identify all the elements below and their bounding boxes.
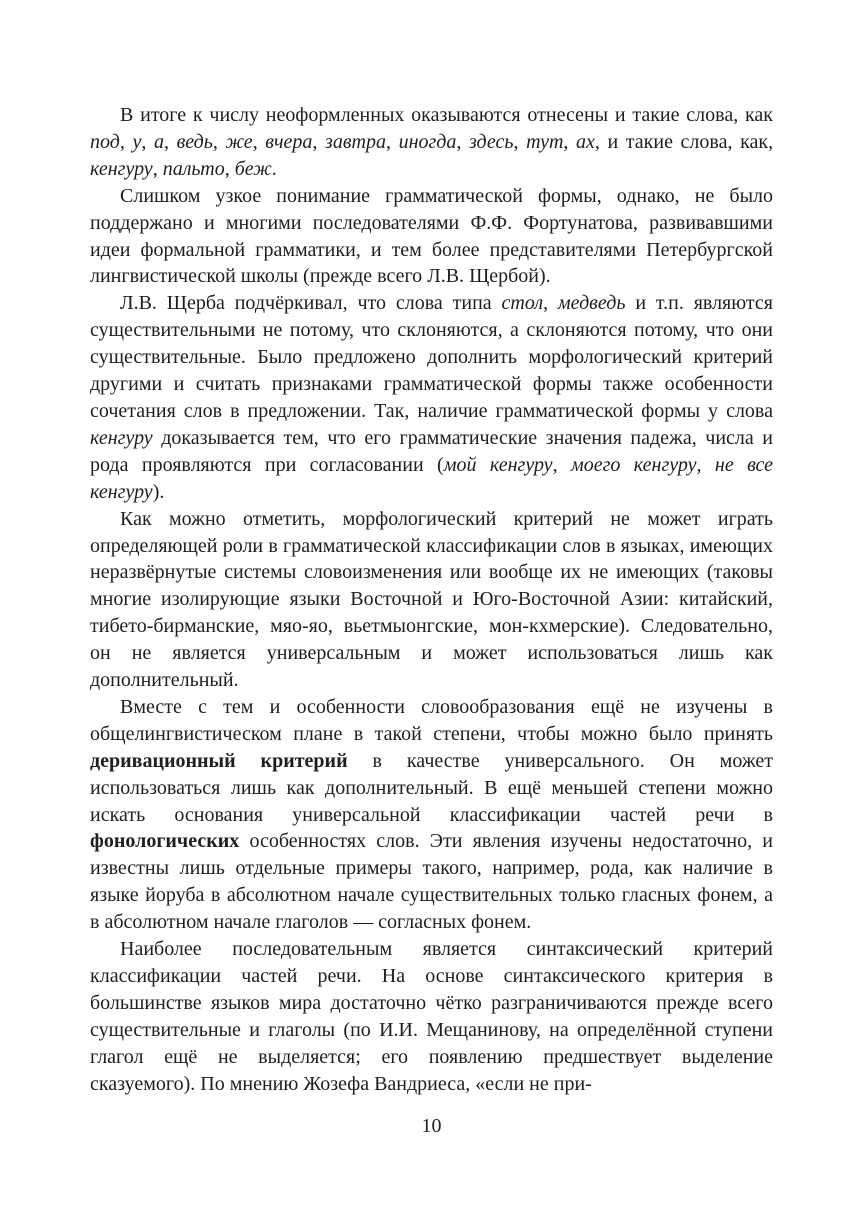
paragraph-2 bbox=[90, 183, 773, 291]
text-run: , bbox=[141, 130, 154, 153]
text-run: особенностях слов. Эти явления изучены недостаточно, и известны лишь отдельные примеры такого, например, рода, как наличие в языке йоруба в абсолютном начале существительных только гласных фонем, а в абсолютном начале глаголов — согласных фонем. bbox=[90, 830, 773, 934]
italic-term: ведь bbox=[176, 130, 213, 153]
text-run: Как можно отметить, морфологический критерий не может играть определяющей роли в грамматической классификации слов в языках, имеющих неразвёрнутые системы словоизменения или вообще их не имеющих (таковы многие изолирующие языки Восточной и Юго-Восточной Азии: китайский, тибето-бирманские, мяо-яо, вьетмыонгские, мон-кхмерские). Следовательно, он не является универсальным и может использоваться лишь как дополнительный. bbox=[90, 507, 773, 692]
text-run: , bbox=[563, 130, 576, 153]
italic-term: медведь bbox=[557, 292, 626, 315]
text-run: , bbox=[696, 453, 715, 476]
text-run: Слишком узкое понимание грамматической формы, однако, не было поддержано и многими последователями Ф.Ф. Фортунатова, развивавшими идеи формальной грамматики, и тем более представителями Петербургской лингвистической школы (прежде всего Л.В. Щербой). bbox=[90, 184, 773, 288]
italic-term: не все кенгуру bbox=[90, 453, 774, 503]
text-run: , bbox=[543, 292, 558, 315]
italic-term: иногда bbox=[398, 130, 457, 153]
italic-term: кенгуру bbox=[90, 157, 153, 180]
italic-term: а bbox=[153, 130, 164, 153]
text-run: , и такие слова, как, bbox=[594, 130, 774, 153]
paragraph-5 bbox=[90, 694, 773, 936]
italic-term: тут bbox=[526, 130, 564, 153]
text-run: В итоге к числу неоформленных оказываются отнесены и такие слова, как bbox=[120, 104, 773, 126]
text-run: ). bbox=[152, 480, 165, 503]
text-run: Вместе с тем и особенности словообразования ещё не изучены в общелингвистическом плане в такой степени, чтобы можно было принять bbox=[90, 695, 773, 745]
italic-term: пальто bbox=[162, 157, 225, 180]
italic-term: у bbox=[132, 130, 142, 153]
text-run: , bbox=[119, 130, 133, 153]
text-run: Л.В. Щерба подчёркивал, что слова типа bbox=[120, 292, 502, 315]
italic-term: же bbox=[225, 130, 253, 153]
italic-term: под bbox=[90, 130, 120, 153]
text-run: Наиболее последовательным является синтаксический критерий классификации частей речи. На основе синтаксического критерия в большинстве языков мира достаточно чётко разграничиваются прежде всего существительные и глаголы (по И.И. Мещанинову, на определённой ступени глагол ещё не выделяется; его появлению предшествует выделение сказуемого). По мнению Жозефа Вандриеса, «если не при- bbox=[90, 938, 773, 1095]
paragraph-1 bbox=[90, 102, 773, 183]
text-run: , bbox=[456, 130, 470, 153]
italic-term: завтра bbox=[325, 130, 386, 153]
text-run: . bbox=[271, 157, 277, 180]
italic-term: беж bbox=[234, 157, 272, 180]
italic-term: мой кенгуру bbox=[443, 453, 553, 476]
text-run: , bbox=[212, 130, 226, 153]
italic-term: ах bbox=[576, 130, 595, 153]
italic-term: здесь bbox=[469, 130, 514, 153]
bold-term: фонологических bbox=[90, 830, 240, 853]
text-run: и т.п. являются существительными не потому, что склоняются, а склоняются потому, что они существительные. Было предложено дополнить морфологический критерий другими и считать признаками грамматической формы также особенности сочетания слов в предложении. Так, наличие грамматической формы у слова bbox=[90, 292, 773, 422]
text-run: , bbox=[552, 453, 571, 476]
page-body bbox=[90, 102, 773, 1098]
text-run: , bbox=[513, 130, 527, 153]
text-run: , bbox=[252, 130, 266, 153]
text-run: , bbox=[152, 157, 163, 180]
italic-term: стол bbox=[501, 292, 544, 315]
text-run: , bbox=[385, 130, 399, 153]
text-run: , bbox=[312, 130, 326, 153]
text-run: , bbox=[163, 130, 177, 153]
italic-term: моего кенгуру bbox=[570, 453, 697, 476]
paragraph-3 bbox=[90, 290, 773, 505]
page-number: 10 bbox=[421, 1115, 442, 1137]
italic-term: кенгуру bbox=[90, 426, 153, 449]
text-run: доказывается тем, что его грамматические значения падежа, числа и рода проявляются при согласовании ( bbox=[90, 426, 773, 476]
italic-term: вчера bbox=[265, 130, 313, 153]
text-run: в качестве универсального. Он может использоваться лишь как дополнительный. В ещё меньшей степени можно искать основания универсальной классификации частей речи в bbox=[90, 749, 773, 826]
paragraph-4 bbox=[90, 506, 773, 694]
paragraph-6 bbox=[90, 936, 773, 1097]
text-run: , bbox=[224, 157, 235, 180]
bold-term: деривационный критерий bbox=[90, 749, 348, 772]
